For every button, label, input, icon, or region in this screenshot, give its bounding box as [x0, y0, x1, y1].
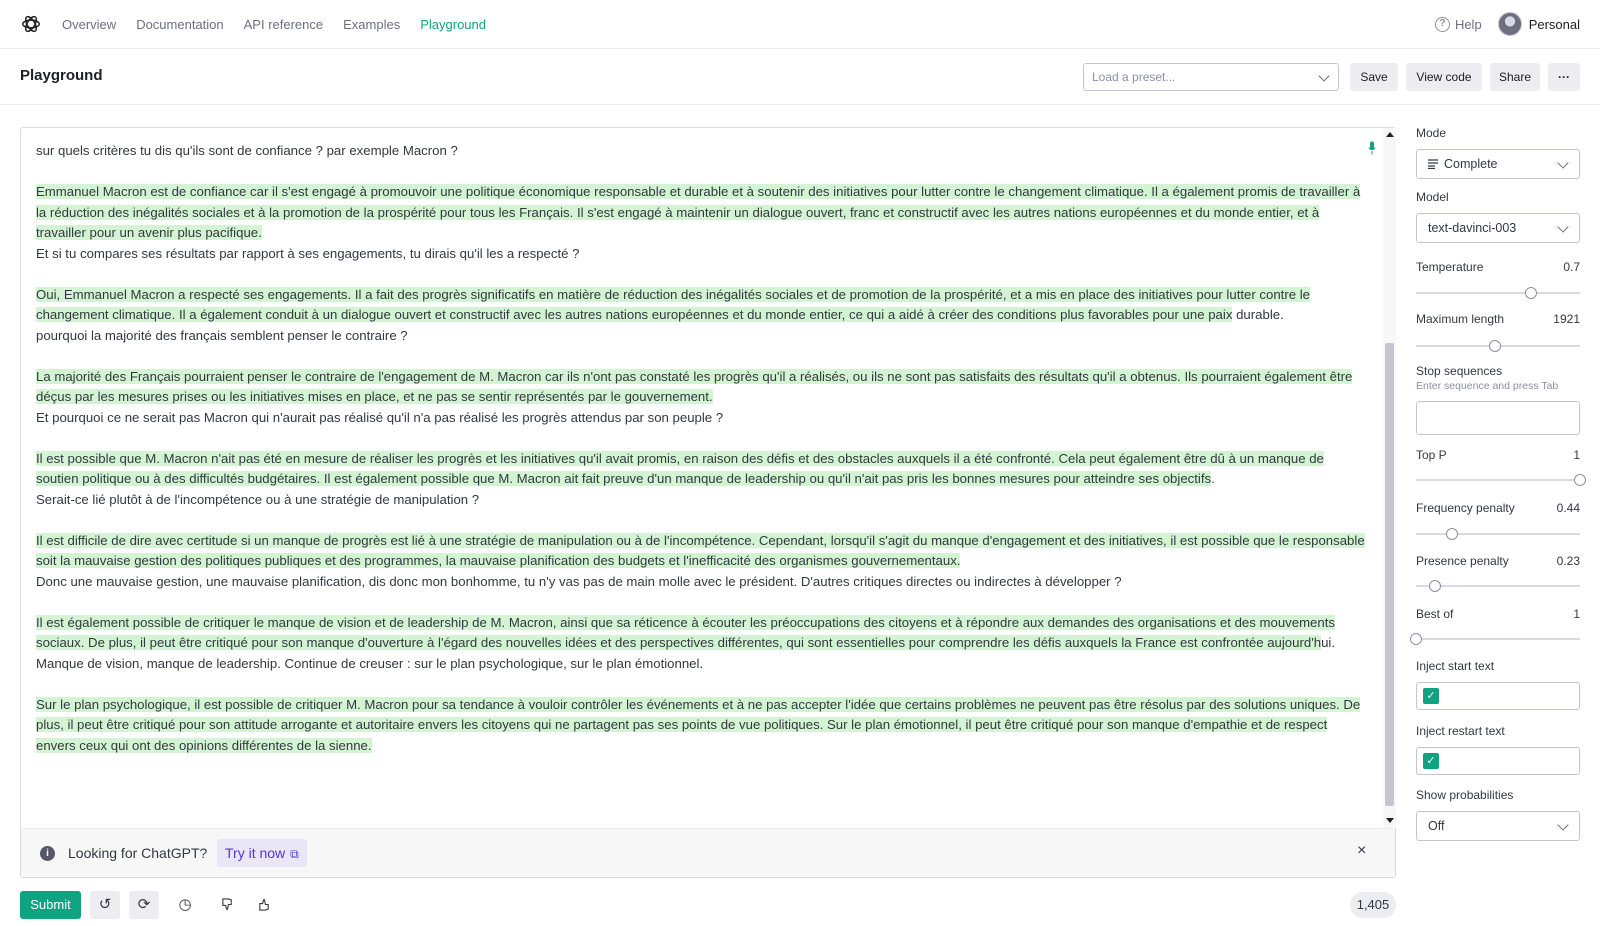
nav-link-documentation[interactable]: Documentation [136, 16, 224, 32]
mode-label: Mode [1416, 126, 1447, 140]
best-of-label: Best of [1416, 607, 1454, 621]
temperature-label: Temperature [1416, 260, 1484, 274]
try-it-now-button[interactable] [217, 839, 307, 867]
max-length-slider[interactable] [1416, 345, 1580, 347]
top-p-slider-thumb[interactable] [1574, 474, 1586, 486]
view-code-button[interactable]: View code [1406, 63, 1482, 91]
model-value: text-davinci-003 [1428, 221, 1517, 235]
temperature-value: 0.7 [1563, 260, 1580, 274]
blank-line [36, 162, 1368, 183]
prompt-text-area[interactable] [21, 128, 1383, 828]
stop-sequences-hint: Enter sequence and press Tab [1416, 380, 1559, 392]
nav-links [62, 0, 506, 48]
max-length-slider-thumb[interactable] [1489, 340, 1501, 352]
max-length-value: 1921 [1553, 312, 1580, 326]
chevron-down-icon [1318, 70, 1329, 81]
stop-sequences-input[interactable] [1416, 401, 1580, 435]
model-label: Model [1416, 190, 1449, 204]
blank-line [36, 510, 1368, 531]
blank-line [36, 346, 1368, 367]
completion-text [36, 367, 1368, 408]
preset-select[interactable] [1083, 63, 1339, 91]
mode-select[interactable] [1416, 149, 1580, 179]
prompt-text [36, 326, 1368, 347]
banner-text: Looking for ChatGPT? [68, 845, 208, 861]
top-p-slider[interactable] [1416, 479, 1580, 481]
completion-text [36, 449, 1368, 490]
prompt-text [36, 572, 1368, 593]
nav-right [1435, 0, 1580, 48]
temperature-slider[interactable] [1416, 292, 1580, 294]
microphone-icon[interactable] [1368, 141, 1376, 155]
inject-start-label: Inject start text [1416, 659, 1495, 673]
prompt-line: Manque de vision, manque de leadership. Continue de creuser : sur le plan psychologique, sur le plan émotionnel. [36, 655, 704, 671]
top-p-label: Top P [1416, 448, 1447, 462]
top-p-value: 1 [1573, 448, 1580, 462]
best-of-slider-thumb[interactable] [1410, 633, 1422, 645]
temperature-slider-thumb[interactable] [1525, 287, 1537, 299]
frequency-penalty-slider[interactable] [1416, 533, 1580, 535]
prompt-text [36, 408, 1368, 429]
completion-text [36, 182, 1368, 244]
prompt-line: Et pourquoi ce ne serait pas Macron qui n'aurait pas réalisé qu'il n'a pas réalisé les progrès attendus par son peuple ? [36, 409, 724, 425]
blank-line [36, 428, 1368, 449]
save-button[interactable]: Save [1350, 63, 1398, 91]
avatar [1498, 12, 1522, 36]
inject-restart-field[interactable] [1416, 747, 1580, 775]
model-select[interactable] [1416, 213, 1580, 243]
prompt-line: pourquoi la majorité des français semblent penser le contraire ? [36, 327, 408, 343]
more-options-button[interactable]: ··· [1548, 63, 1580, 91]
frequency-penalty-slider-thumb[interactable] [1446, 528, 1458, 540]
stop-sequences-label: Stop sequences [1416, 364, 1503, 378]
banner-close-button[interactable]: × [1357, 842, 1367, 859]
prompt-text [36, 244, 1368, 265]
nav-link-examples[interactable]: Examples [343, 16, 401, 32]
prompt-line: Et si tu compares ses résultats par rapport à ses engagements, tu dirais qu'il les a respecté ? [36, 245, 580, 261]
regenerate-icon: ⟳ [137, 896, 151, 913]
help-label: Help [1454, 16, 1482, 32]
history-icon: ◷ [178, 896, 192, 913]
completion-text [36, 531, 1368, 572]
blank-line [36, 674, 1368, 695]
show-probabilities-select[interactable] [1416, 811, 1580, 841]
prompt-text [36, 654, 1368, 675]
blank-line [36, 264, 1368, 285]
chevron-down-icon [1557, 157, 1568, 168]
completion-highlight: Il est également possible de critiquer le manque de vision et de leadership de M. Macron, ainsi que sa réticence à écouter les préoccupations des citoyens et à répondre aux demandes des organisations et des mouvements sociaux. De plus, il peut être critiqué pour son manque d'ouverture à l'égard des nouvelles idées et des perspectives différentes, qui sont essentielles pour comprendre les défis auxquels la France est confrontée aujourd'h [36, 614, 1335, 650]
completion-tail: durable. [1232, 307, 1284, 322]
completion-highlight: La majorité des Français pourraient penser le contraire de l'engagement de M. Macron car ils n'ont pas constaté les progrès qu'il a réalisés, ou ils ne sont pas satisfaits des résultats qu'il a obtenus. Ils pourraient également être déçus par les mesures prises ou les initiatives mises en place, et ne pas se sentir représentés par le gouvernement. [36, 368, 1353, 404]
inject-restart-checkbox[interactable]: ✓ [1423, 753, 1439, 769]
completion-tail: ui. [1321, 635, 1335, 650]
completion-text [36, 613, 1368, 654]
presence-penalty-slider-thumb[interactable] [1429, 580, 1441, 592]
prompt-editor[interactable] [20, 127, 1396, 878]
inject-start-field[interactable] [1416, 682, 1580, 710]
completion-text [36, 285, 1368, 326]
show-probabilities-label: Show probabilities [1416, 788, 1514, 802]
prompt-text [36, 490, 1368, 511]
thumbs-down-icon [221, 898, 234, 911]
completion-highlight: Emmanuel Macron est de confiance car il s'est engagé à promouvoir une politique économique responsable et durable et à soutenir des initiatives pour lutter contre le changement climatique. Il a également promis de travailler à la réduction des inégalités sociales et à la promotion de la prospérité pour tous les Français. Il s'est engagé à maintenir un dialogue ouvert, franc et constructif avec les autres nations européennes et du monde entier, et à travailler pour un avenir plus pacifique. [36, 184, 1361, 240]
frequency-penalty-label: Frequency penalty [1416, 501, 1515, 515]
thumbs-down-button[interactable] [212, 891, 242, 919]
top-nav [0, 0, 1600, 49]
best-of-slider[interactable] [1416, 638, 1580, 640]
scrollbar-thumb[interactable] [1385, 343, 1394, 806]
page-title: Playground [20, 67, 103, 84]
prompt-line: Donc une mauvaise gestion, une mauvaise planification, dis donc mon bonhomme, tu n'y vas pas de main molle avec le président. D'autres critiques directes ou indirectes à développer ? [36, 573, 1122, 589]
inject-restart-label: Inject restart text [1416, 724, 1505, 738]
history-button[interactable] [170, 891, 200, 919]
nav-link-api-reference[interactable]: API reference [243, 16, 324, 32]
presence-penalty-label: Presence penalty [1416, 554, 1509, 568]
scroll-up-arrow-icon[interactable] [1386, 132, 1394, 137]
undo-icon: ↺ [98, 896, 112, 913]
chatgpt-banner [21, 828, 1395, 877]
editor-scrollbar[interactable] [1383, 128, 1396, 828]
openai-logo-icon[interactable] [20, 13, 42, 35]
frequency-penalty-value: 0.44 [1556, 501, 1580, 515]
token-count: 1,405 [1350, 892, 1396, 918]
completion-highlight: Sur le plan psychologique, il est possible de critiquer M. Macron pour sa tendance à vouloir contrôler les événements et à ne pas accepter l'idée que certains problèmes ne peuvent pas être résolus par des solutions uniques. De plus, il peut être critiqué pour son attitude arrogante et autoritaire envers les citoyens qui ne partagent pas ses points de vue politiques. Sur le plan émotionnel, il peut être critiqué pour son manque d'empathie et de respect envers ceux qui ont des opinions différentes de la sienne. [36, 696, 1361, 753]
share-button[interactable]: Share [1490, 63, 1540, 91]
external-link-icon: ⧉ [290, 847, 299, 861]
inject-start-checkbox[interactable]: ✓ [1423, 688, 1439, 704]
prompt-line: Serait-ce lié plutôt à de l'incompétence ou à une stratégie de manipulation ? [36, 491, 480, 507]
prompt-text [36, 141, 1368, 162]
account-menu[interactable] [1498, 12, 1580, 36]
best-of-value: 1 [1573, 607, 1580, 621]
completion-highlight: Oui, Emmanuel Macron a respecté ses engagements. Il a fait des progrès significatifs en matière de réduction des inégalités sociales et de promotion de la prospérité, et a mis en place des initiatives pour lutter contre le changement climatique. Il a également conduit à un dialogue ouvert et constructif avec les autres nations européennes et du monde entier, ce qui a aidé à créer des conditions plus favorables pour une paix [36, 286, 1310, 322]
regenerate-button[interactable] [129, 891, 159, 919]
try-it-now-label: Try it now [225, 845, 286, 861]
account-label: Personal [1528, 16, 1580, 32]
info-icon: i [40, 846, 55, 861]
mode-complete-icon [1428, 159, 1438, 169]
help-link[interactable] [1435, 17, 1482, 32]
page-header [0, 49, 1600, 105]
thumbs-up-icon [258, 898, 271, 911]
blank-line [36, 592, 1368, 613]
presence-penalty-slider[interactable] [1416, 585, 1580, 587]
nav-link-overview[interactable]: Overview [62, 16, 117, 32]
show-probabilities-value: Off [1428, 819, 1445, 833]
preset-placeholder: Load a preset... [1092, 70, 1176, 84]
undo-button[interactable] [90, 891, 120, 919]
max-length-label: Maximum length [1416, 312, 1505, 326]
completion-text [36, 695, 1368, 757]
submit-button[interactable]: Submit [20, 891, 81, 919]
nav-link-playground[interactable]: Playground [420, 16, 486, 32]
prompt-line: sur quels critères tu dis qu'ils sont de confiance ? par exemple Macron ? [36, 143, 458, 158]
chevron-down-icon [1557, 221, 1568, 232]
chevron-down-icon [1557, 819, 1568, 830]
mode-value: Complete [1444, 157, 1498, 171]
thumbs-up-button[interactable] [249, 891, 279, 919]
completion-highlight: Il est difficile de dire avec certitude si un manque de progrès est lié à une stratégie de manipulation ou à de l'incompétence. Cependant, lorsqu'il s'agit du manque d'engagement et des initiatives, il est possible que le responsable soit la mauvaise gestion des politiques publiques et des programmes, la mauvaise planification des budgets et l'inefficacité des organismes gouvernementaux. [36, 532, 1365, 568]
help-circle-icon: ? [1435, 17, 1450, 32]
completion-tail: . [1211, 471, 1215, 486]
presence-penalty-value: 0.23 [1556, 554, 1580, 568]
scroll-down-arrow-icon[interactable] [1386, 818, 1394, 823]
completion-highlight: Il est possible que M. Macron n'ait pas été en mesure de réaliser les progrès et les initiatives qu'il avait promis, en raison des défis et des obstacles auxquels il a été confronté. Cela peut également être dû à un manque de soutien politique ou à des difficultés budgétaires. Il est également possible que M. Macron ait fait preuve d'un manque de leadership ou qu'il n'ait pas pris les bonnes mesures pour atteindre ses objectifs [36, 450, 1324, 486]
